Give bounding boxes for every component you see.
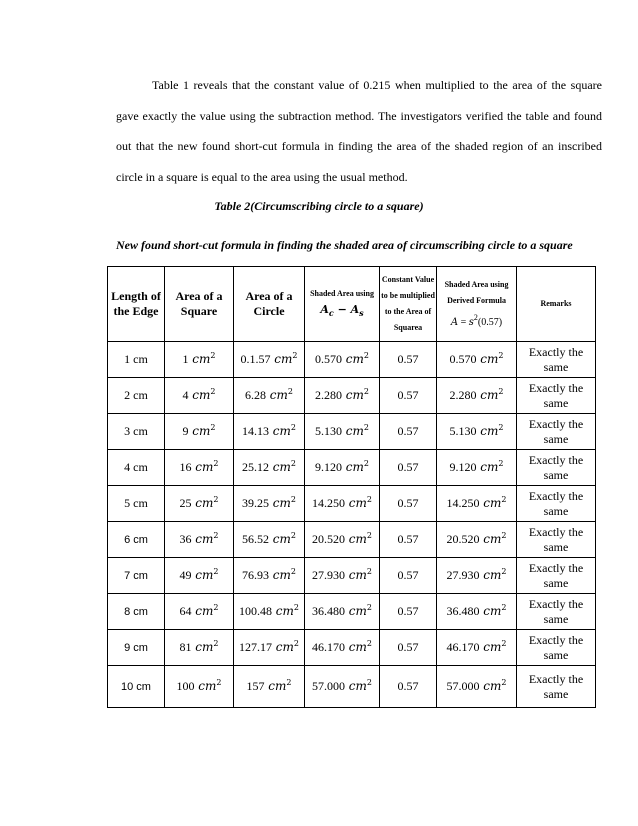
cell-area-square	[165, 594, 234, 630]
cell-shaded-area-value: 9.120	[314, 460, 342, 474]
cell-constant: 0.57	[380, 486, 437, 522]
results-table	[107, 266, 596, 708]
table-header-row	[108, 267, 596, 342]
cell-remark: Exactly the same	[517, 378, 596, 414]
header-area-square: Area of a Square	[165, 267, 234, 342]
body-paragraph	[116, 70, 602, 192]
cell-constant: 0.57	[380, 342, 437, 378]
cell-derived-area-unit: $cm^2$	[479, 603, 507, 618]
cell-shaded-area-value: 14.250	[311, 496, 345, 510]
cell-area-square-unit: $cm^2$	[188, 351, 216, 366]
cell-area-circle-unit: $cm^2$	[268, 531, 296, 546]
cell-shaded-area-value: 20.520	[311, 532, 345, 546]
cell-shaded-area-value: 2.280	[314, 388, 342, 402]
cell-derived-area-value: 5.130	[449, 424, 477, 438]
cell-area-square-value: 49	[179, 568, 192, 582]
cell-shaded-area-value: 0.570	[314, 352, 342, 366]
cell-area-circle-unit: $cm^2$	[265, 387, 293, 402]
cell-area-circle-unit: $cm^2$	[268, 567, 296, 582]
cell-length: 2 cm	[108, 378, 165, 414]
cell-derived-area	[437, 666, 517, 708]
table-row	[108, 594, 596, 630]
cell-shaded-area-unit: $cm^2$	[341, 459, 369, 474]
cell-area-circle	[234, 414, 305, 450]
cell-derived-area	[437, 486, 517, 522]
cell-derived-area-unit: $cm^2$	[476, 423, 504, 438]
cell-area-square-unit: $cm^2$	[188, 387, 216, 402]
table-row	[108, 486, 596, 522]
cell-area-square-unit: $cm^2$	[191, 603, 219, 618]
header-area-circle: Area of a Circle	[234, 267, 305, 342]
cell-length: 9 cm	[108, 630, 165, 666]
cell-area-square-value: 36	[179, 532, 192, 546]
cell-derived-area	[437, 450, 517, 486]
cell-area-square-value: 81	[179, 640, 192, 654]
header-constant: Constant Value to be multiplied to the Area of Squarea	[380, 267, 437, 342]
cell-area-square	[165, 630, 234, 666]
cell-length: 1 cm	[108, 342, 165, 378]
cell-constant: 0.57	[380, 414, 437, 450]
table-row	[108, 450, 596, 486]
cell-shaded-area	[305, 630, 380, 666]
header-shaded-prefix: Shaded Area using	[310, 289, 374, 299]
cell-shaded-area	[305, 342, 380, 378]
cell-length: 3 cm	[108, 414, 165, 450]
header-length: Length of the Edge	[108, 267, 165, 342]
cell-area-square-unit: $cm^2$	[191, 639, 219, 654]
table-row	[108, 630, 596, 666]
cell-length: 8 cm	[108, 594, 165, 630]
cell-derived-area	[437, 378, 517, 414]
cell-shaded-area-value: 27.930	[311, 568, 345, 582]
cell-area-circle-value: 76.93	[241, 568, 269, 582]
cell-area-square-value: 16	[179, 460, 192, 474]
cell-derived-area-value: 9.120	[449, 460, 477, 474]
cell-derived-area-unit: $cm^2$	[479, 531, 507, 546]
cell-area-circle-value: 6.28	[244, 388, 266, 402]
cell-area-circle-value: 0.1.57	[240, 352, 271, 366]
cell-shaded-area-unit: $cm^2$	[344, 531, 372, 546]
cell-length: 4 cm	[108, 450, 165, 486]
cell-area-circle-value: 14.13	[241, 424, 269, 438]
header-shaded-area	[305, 267, 380, 342]
cell-area-circle-unit: $cm^2$	[268, 495, 296, 510]
cell-constant: 0.57	[380, 450, 437, 486]
cell-constant: 0.57	[380, 558, 437, 594]
paragraph-text: Table 1 reveals that the constant value of 0.215 when multiplied to the area of the square gave exactly the value using the subtraction method. The investigators verified the table and found out that the new found short-cut formula in finding the area of the shaded region of an inscribed circle in a square is equal to the area using the usual method.	[116, 78, 602, 184]
cell-shaded-area-value: 36.480	[311, 604, 345, 618]
cell-area-circle	[234, 522, 305, 558]
cell-shaded-area-unit: $cm^2$	[344, 603, 372, 618]
cell-area-circle-unit: $cm^2$	[271, 603, 299, 618]
cell-derived-area-unit: $cm^2$	[479, 639, 507, 654]
cell-area-square	[165, 450, 234, 486]
cell-remark: Exactly the same	[517, 414, 596, 450]
cell-derived-area-value: 46.170	[446, 640, 480, 654]
table-row	[108, 522, 596, 558]
cell-area-square	[165, 414, 234, 450]
cell-area-circle-unit: $cm^2$	[270, 351, 298, 366]
cell-remark: Exactly the same	[517, 594, 596, 630]
cell-area-square-value: 64	[179, 604, 192, 618]
table-row	[108, 342, 596, 378]
table-row	[108, 666, 596, 708]
cell-remark: Exactly the same	[517, 558, 596, 594]
cell-area-circle	[234, 666, 305, 708]
cell-area-circle	[234, 378, 305, 414]
cell-remark: Exactly the same	[517, 486, 596, 522]
cell-area-square-value: 1	[182, 352, 189, 366]
cell-shaded-area-unit: $cm^2$	[344, 567, 372, 582]
cell-remark: Exactly the same	[517, 450, 596, 486]
cell-shaded-area-unit: $cm^2$	[344, 678, 372, 693]
cell-derived-area	[437, 414, 517, 450]
cell-constant: 0.57	[380, 666, 437, 708]
cell-constant: 0.57	[380, 378, 437, 414]
cell-area-square-unit: $cm^2$	[191, 531, 219, 546]
cell-derived-area-value: 0.570	[449, 352, 477, 366]
cell-area-circle-unit: $cm^2$	[264, 678, 292, 693]
cell-area-circle	[234, 630, 305, 666]
table-row	[108, 558, 596, 594]
cell-shaded-area	[305, 522, 380, 558]
cell-remark: Exactly the same	[517, 522, 596, 558]
cell-area-square-unit: $cm^2$	[191, 459, 219, 474]
cell-derived-area	[437, 558, 517, 594]
cell-area-square-value: 25	[179, 496, 192, 510]
cell-derived-area-unit: $cm^2$	[476, 351, 504, 366]
cell-shaded-area-value: 5.130	[314, 424, 342, 438]
cell-shaded-area	[305, 414, 380, 450]
cell-area-square	[165, 522, 234, 558]
cell-derived-area-unit: $cm^2$	[479, 678, 507, 693]
cell-length: 5 cm	[108, 486, 165, 522]
cell-derived-area-unit: $cm^2$	[476, 387, 504, 402]
cell-shaded-area	[305, 666, 380, 708]
header-derived-label: Shaded Area using Derived Formula	[444, 280, 509, 305]
cell-area-square	[165, 666, 234, 708]
cell-area-circle	[234, 558, 305, 594]
cell-shaded-area-unit: $cm^2$	[341, 423, 369, 438]
cell-area-circle	[234, 486, 305, 522]
cell-area-square-value: 9	[182, 424, 189, 438]
cell-length: 10 cm	[108, 666, 165, 708]
cell-constant: 0.57	[380, 594, 437, 630]
header-shaded-formula: $A_c - A_s$	[320, 303, 364, 319]
cell-shaded-area-unit: $cm^2$	[344, 495, 372, 510]
cell-derived-area-value: 14.250	[446, 496, 480, 510]
cell-derived-area-unit: $cm^2$	[479, 567, 507, 582]
cell-derived-area-unit: $cm^2$	[476, 459, 504, 474]
cell-area-square-value: 4	[182, 388, 189, 402]
cell-shaded-area-unit: $cm^2$	[341, 351, 369, 366]
cell-remark: Exactly the same	[517, 342, 596, 378]
cell-remark: Exactly the same	[517, 630, 596, 666]
cell-area-circle-unit: $cm^2$	[271, 639, 299, 654]
cell-shaded-area-value: 46.170	[311, 640, 345, 654]
cell-area-square-unit: $cm^2$	[194, 678, 222, 693]
cell-area-circle	[234, 450, 305, 486]
cell-derived-area	[437, 522, 517, 558]
cell-area-circle-value: 127.17	[238, 640, 272, 654]
cell-area-square-unit: $cm^2$	[191, 495, 219, 510]
cell-area-square	[165, 378, 234, 414]
cell-derived-area	[437, 594, 517, 630]
cell-shaded-area	[305, 594, 380, 630]
cell-derived-area-value: 20.520	[446, 532, 480, 546]
table-caption: Table 2(Circumscribing circle to a square)	[214, 199, 424, 213]
cell-area-circle-value: 100.48	[238, 604, 272, 618]
cell-derived-area-value: 2.280	[449, 388, 477, 402]
cell-shaded-area-value: 57.000	[311, 679, 345, 693]
table-subcaption: New found short-cut formula in finding the shaded area of circumscribing circle to a square	[116, 238, 573, 252]
table-row	[108, 378, 596, 414]
cell-area-square	[165, 342, 234, 378]
table-row	[108, 414, 596, 450]
cell-length: 6 cm	[108, 522, 165, 558]
cell-area-square-value: 100	[176, 679, 195, 693]
cell-derived-area	[437, 630, 517, 666]
cell-area-circle-value: 39.25	[241, 496, 269, 510]
cell-area-square-unit: $cm^2$	[188, 423, 216, 438]
cell-area-square-unit: $cm^2$	[191, 567, 219, 582]
cell-shaded-area	[305, 558, 380, 594]
header-remarks: Remarks	[517, 267, 596, 342]
cell-derived-area	[437, 342, 517, 378]
header-derived	[437, 267, 517, 342]
cell-shaded-area	[305, 450, 380, 486]
cell-area-square	[165, 558, 234, 594]
cell-length: 7 cm	[108, 558, 165, 594]
cell-constant: 0.57	[380, 630, 437, 666]
cell-derived-area-value: 36.480	[446, 604, 480, 618]
cell-area-circle-value: 56.52	[241, 532, 269, 546]
cell-area-circle	[234, 594, 305, 630]
cell-constant: 0.57	[380, 522, 437, 558]
cell-area-circle-unit: $cm^2$	[268, 459, 296, 474]
cell-area-circle-value: 157	[246, 679, 265, 693]
cell-derived-area-value: 57.000	[446, 679, 480, 693]
cell-area-circle	[234, 342, 305, 378]
cell-derived-area-unit: $cm^2$	[479, 495, 507, 510]
cell-area-square	[165, 486, 234, 522]
cell-shaded-area-unit: $cm^2$	[344, 639, 372, 654]
header-derived-formula: $A = s^2(0.57)$	[450, 313, 503, 328]
cell-area-circle-value: 25.12	[241, 460, 269, 474]
cell-shaded-area	[305, 378, 380, 414]
cell-shaded-area	[305, 486, 380, 522]
cell-shaded-area-unit: $cm^2$	[341, 387, 369, 402]
cell-derived-area-value: 27.930	[446, 568, 480, 582]
cell-area-circle-unit: $cm^2$	[268, 423, 296, 438]
cell-remark: Exactly the same	[517, 666, 596, 708]
